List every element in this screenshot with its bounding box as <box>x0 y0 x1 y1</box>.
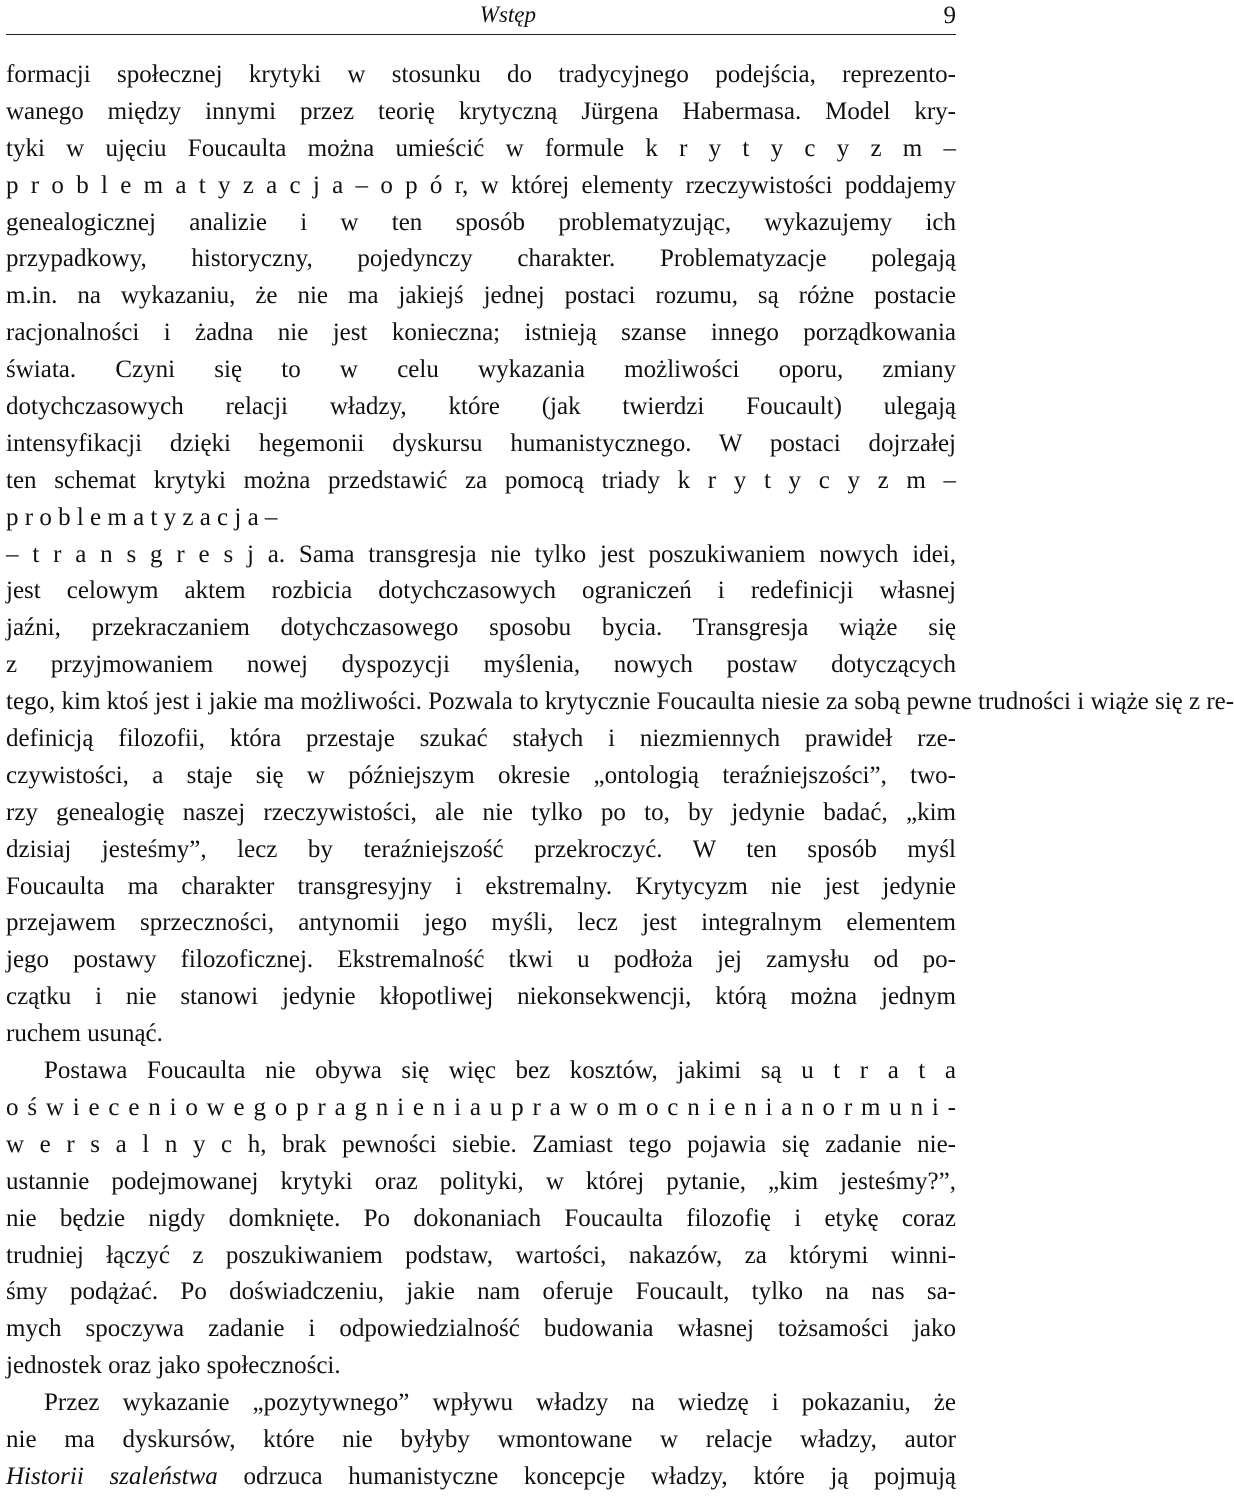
text-line: – t r a n s g r e s j a. Sama transgresja nie tylko jest poszukiwaniem nowych idei, <box>6 540 956 568</box>
text-line: jest celowym aktem rozbicia dotychczasowych ograniczeń i redefinicji własnej <box>6 577 956 605</box>
page-header <box>6 0 956 35</box>
text-fragment: odrzuca humanistyczne koncepcje władzy, które ją pojmują <box>217 1462 956 1490</box>
text-line: dotychczasowych relacji władzy, które (jak twierdzi Foucault) ulegają <box>6 393 956 421</box>
text-line: dzisiaj jesteśmy”, lecz by teraźniejszość przekroczyć. W ten sposób myśl <box>6 835 956 863</box>
text-line: m.in. na wykazaniu, że nie ma jakiejś jednej postaci rozumu, są różne postacie <box>6 282 956 310</box>
running-title: Wstęp <box>479 2 536 27</box>
text-line: wanego między innymi przez teorię krytyczną Jürgena Habermasa. Model kry- <box>6 97 956 125</box>
text-line: w e r s a l n y c h, brak pewności siebie. Zamiast tego pojawia się zadanie nie- <box>6 1130 956 1158</box>
paragraph-3 <box>6 1385 956 1496</box>
page-number: 9 <box>943 2 956 29</box>
text-line: racjonalności i żadna nie jest konieczna; istnieją szanse innego porządkowania <box>6 319 956 347</box>
text-line: Foucaulta ma charakter transgresyjny i ekstremalny. Krytycyzm nie jest jedynie <box>6 872 956 900</box>
text-line: trudniej łączyć z poszukiwaniem podstaw, wartości, nakazów, za którymi winni- <box>6 1241 956 1269</box>
text-line: nie ma dyskursów, które nie byłyby wmontowane w relacje władzy, autor <box>6 1425 956 1453</box>
text-line: nie będzie nigdy domknięte. Po dokonaniach Foucaulta filozofię i etykę coraz <box>6 1204 956 1232</box>
paragraph-1 <box>6 57 1234 1053</box>
text-line: tego, kim ktoś jest i jakie ma możliwości. Pozwala to krytycznie Foucaulta niesie za sobą pewne trudności i wiąże się z re- <box>6 688 1234 716</box>
text-line: ruchem usunąć. <box>6 1020 163 1048</box>
text-line: intensyfikacji dzięki hegemonii dyskursu humanistycznego. W postaci dojrzałej <box>6 429 956 457</box>
text-line: o ś w i e c e n i o w e g o p r a g n i e n i a u p r a w o m o c n i e n i a n o r m u n i - <box>6 1093 956 1121</box>
text-line: czątku i nie stanowi jedynie kłopotliwej niekonsekwencji, którą można jednym <box>6 983 956 1011</box>
text-line: rzy genealogię naszej rzeczywistości, ale nie tylko po to, by jedynie badać, „kim <box>6 798 956 826</box>
book-title: Historii szaleństwa <box>6 1462 218 1490</box>
text-line: z przyjmowaniem nowej dyspozycji myślenia, nowych postaw dotyczących <box>6 651 956 679</box>
text-line: tyki w ujęciu Foucaulta można umieścić w formule k r y t y c y z m – <box>6 134 956 162</box>
text-line: jego postawy filozoficznej. Ekstremalność tkwi u podłoża jej zamysłu od po- <box>6 946 956 974</box>
body-text <box>6 57 1234 1496</box>
text-line: formacji społecznej krytyki w stosunku do tradycyjnego podejścia, reprezento- <box>6 61 956 88</box>
text-line: definicją filozofii, która przestaje szukać stałych i niezmiennych prawideł rze- <box>6 725 956 753</box>
text-line: przypadkowy, historyczny, pojedynczy charakter. Problematyzacje polegają <box>6 245 956 273</box>
paragraph-2 <box>6 1053 956 1385</box>
text-line: jaźni, przekraczaniem dotychczasowego sposobu bycia. Transgresja wiąże się <box>6 614 956 642</box>
text-line <box>6 1459 956 1496</box>
text-line: czywistości, a staje się w późniejszym okresie „ontologią teraźniejszości”, two- <box>6 761 956 789</box>
text-line: p r o b l e m a t y z a c j a – o p ó r, w której elementy rzeczywistości poddajemy <box>6 171 956 199</box>
text-line: świata. Czyni się to w celu wykazania możliwości oporu, zmiany <box>6 356 956 384</box>
text-line: p r o b l e m a t y z a c j a – <box>6 503 278 531</box>
text-line: Przez wykazanie „pozytywnego” wpływu władzy na wiedzę i pokazaniu, że <box>44 1389 956 1417</box>
text-line: śmy podążać. Po doświadczeniu, jakie nam oferuje Foucault, tylko na nas sa- <box>6 1278 956 1306</box>
text-line: ustannie podejmowanej krytyki oraz polityki, w której pytanie, „kim jesteśmy?”, <box>6 1167 956 1195</box>
text-line: Postawa Foucaulta nie obywa się więc bez kosztów, jakimi są u t r a t a <box>44 1057 956 1085</box>
text-line: przejawem sprzeczności, antynomii jego myśli, lecz jest integralnym elementem <box>6 909 956 937</box>
text-line: jednostek oraz jako społeczności. <box>6 1352 341 1380</box>
text-line: mych spoczywa zadanie i odpowiedzialność budowania własnej tożsamości jako <box>6 1315 956 1343</box>
text-line: ten schemat krytyki można przedstawić za pomocą triady k r y t y c y z m – <box>6 466 956 494</box>
text-line: genealogicznej analizie i w ten sposób problematyzując, wykazujemy ich <box>6 208 956 236</box>
